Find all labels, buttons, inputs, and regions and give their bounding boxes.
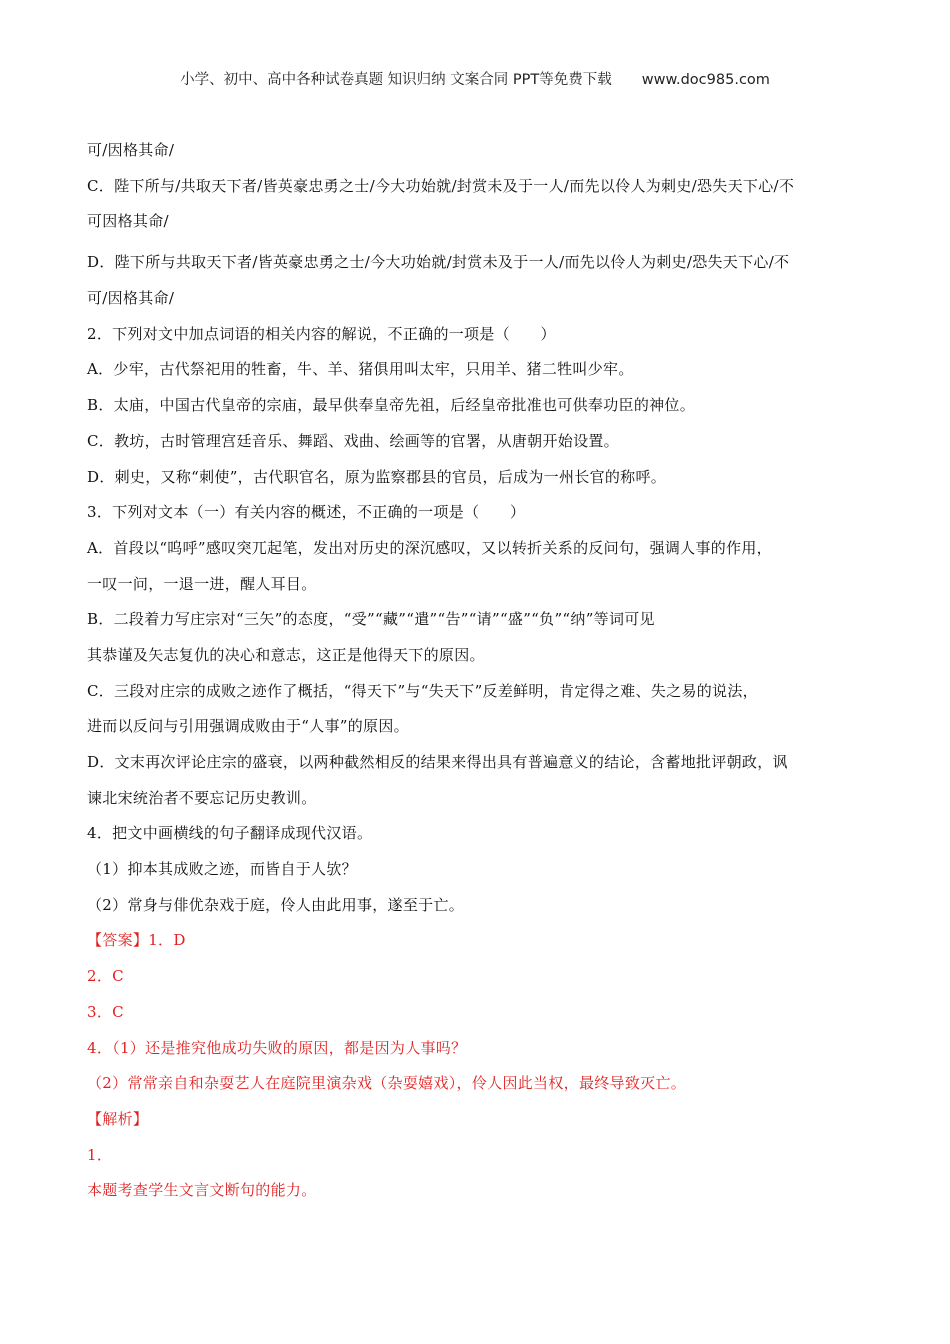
answer-2: 2．C bbox=[87, 967, 124, 986]
answer-heading: 【答案】1．D bbox=[87, 931, 186, 950]
question-2: 2．下列对文中加点词语的相关内容的解说，不正确的一项是（ ） bbox=[87, 324, 556, 343]
document-body bbox=[87, 140, 857, 1216]
answer-3: 3．C bbox=[87, 1002, 124, 1021]
q4-item-2: （2）常身与俳优杂戏于庭，伶人由此用事，遂至于亡。 bbox=[87, 895, 465, 914]
q3-option-a-1: A．首段以“呜呼”感叹突兀起笔，发出对历史的深沉感叹，又以转折关系的反问句，强调人事的作用， bbox=[87, 538, 772, 557]
analysis-1-text: 本题考查学生文言文断句的能力。 bbox=[87, 1181, 317, 1200]
page-header bbox=[0, 68, 950, 89]
analysis-heading: 【解析】 bbox=[87, 1109, 149, 1128]
option-d-line-2: 可/因格其命/ bbox=[87, 289, 175, 308]
text-line: 可/因格其命/ bbox=[87, 141, 175, 159]
q2-option-b: B．太庙，中国古代皇帝的宗庙，最早供奉皇帝先祖，后经皇帝批准也可供奉功臣的神位。 bbox=[87, 396, 696, 415]
question-3: 3．下列对文本（一）有关内容的概述，不正确的一项是（ ） bbox=[87, 503, 526, 522]
q3-option-c-2: 进而以反问与引用强调成败由于“人事”的原因。 bbox=[87, 717, 409, 736]
question-4: 4．把文中画横线的句子翻译成现代汉语。 bbox=[87, 824, 373, 843]
q2-option-a: A．少牢，古代祭祀用的牲畜，牛、羊、猪俱用叫太牢，只用羊、猪二牲叫少牢。 bbox=[87, 360, 634, 379]
analysis-1: 1． bbox=[87, 1145, 113, 1164]
header-url[interactable]: www.doc985.com bbox=[641, 72, 770, 88]
q2-option-c: C．教坊，古时管理宫廷音乐、舞蹈、戏曲、绘画等的官署，从唐朝开始设置。 bbox=[87, 431, 619, 450]
option-d-line-1: D．陛下所与共取天下者/皆英豪忠勇之士/今大功始就/封赏未及于一人/而先以伶人为刺史/恐失天下心/不 bbox=[87, 253, 790, 272]
q3-option-d-2: 谏北宋统治者不要忘记历史教训。 bbox=[87, 788, 317, 807]
q3-option-c-1: C．三段对庄宗的成败之迹作了概括，“得天下”与“失天下”反差鲜明，肯定得之难、失之易的说法， bbox=[87, 681, 758, 700]
q3-option-b-2: 其恭谨及矢志复仇的决心和意志，这正是他得天下的原因。 bbox=[87, 645, 485, 664]
q2-option-d: D．刺史，又称“刺使”，古代职官名，原为监察郡县的官员，后成为一州长官的称呼。 bbox=[87, 467, 667, 486]
q3-option-a-2: 一叹一问，一退一进，醒人耳目。 bbox=[87, 574, 317, 593]
q3-option-b-1: B．二段着力写庄宗对“三矢”的态度，“受”“藏”“遣”“告”“请”“盛”“负”“纳”等词可见 bbox=[87, 610, 655, 629]
answer-4-2: （2）常常亲自和杂耍艺人在庭院里演杂戏（杂耍嬉戏），伶人因此当权，最终导致灭亡。 bbox=[87, 1074, 687, 1093]
header-text: 小学、初中、高中各种试卷真题 知识归纳 文案合同 PPT等免费下载 bbox=[180, 72, 612, 88]
q3-option-d-1: D．文末再次评论庄宗的盛衰，以两种截然相反的结果来得出具有普遍意义的结论，含蓄地批评朝政，讽 bbox=[87, 753, 788, 771]
option-c-line-1: C．陛下所与/共取天下者/皆英豪忠勇之士/今大功始就/封赏未及于一人/而先以伶人为刺史/恐失天下心/不 bbox=[87, 176, 795, 195]
answer-4-1: 4．（1）还是推究他成功失败的原因，都是因为人事吗？ bbox=[87, 1038, 467, 1057]
option-c-line-2: 可因格其命/ bbox=[87, 212, 169, 231]
q4-item-1: （1）抑本其成败之迹，而皆自于人欤？ bbox=[87, 860, 357, 879]
